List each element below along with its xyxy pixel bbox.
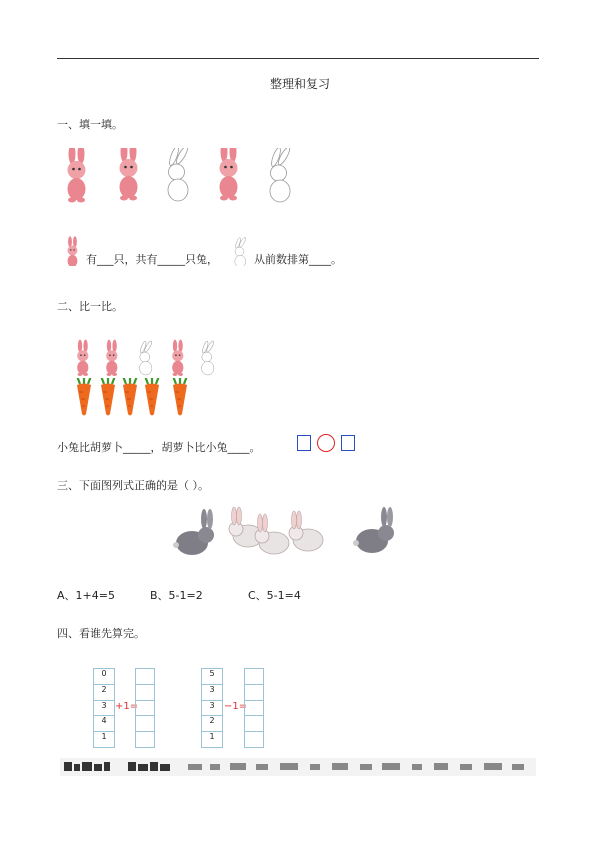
rabbit-icon [289,511,323,551]
section4-heading: 四、看谁先算完。 [57,627,145,640]
carrot-icon [77,378,91,416]
table-cell: 3 [94,700,114,716]
rabbit-icon [255,514,289,554]
table-cell: 2 [94,684,114,700]
section3-heading: 三、下面图列式正确的是（ ）。 [57,479,209,492]
option-b: B、5-1=2 [150,589,203,602]
answer-box[interactable] [341,435,355,451]
table-cell: 2 [202,715,222,731]
carrot-icon [145,378,159,416]
answer-column-2[interactable] [244,668,264,748]
section1-line-part2: 从前数排第____。 [254,253,342,266]
option-c: C、5-1=4 [248,589,301,602]
carrot-icon [101,378,115,416]
option-a: A、1+4=5 [57,589,115,602]
rabbit-icon [230,236,252,266]
answer-box[interactable] [297,435,311,451]
rabbit-icon [168,148,190,201]
input-column-2 [201,668,223,748]
section2-line: 小兔比胡萝卜_____，胡萝卜比小兔____。 [57,441,261,454]
table-cell: 1 [202,731,222,747]
table-cell: 4 [94,715,114,731]
page-title: 整理和复习 [270,77,331,91]
section2-heading: 二、比一比。 [57,300,123,313]
rabbit-icon [64,236,86,266]
table-cell: 5 [209,669,215,678]
small-rabbit-row [72,338,222,376]
carrot-icon [173,378,187,416]
answer-column-1[interactable] [135,668,155,748]
rabbit-row [62,148,302,210]
section1-heading: 一、填一填。 [57,118,123,131]
table-cell: 1 [94,731,114,747]
grey-rabbit-icon [353,507,394,553]
rabbit-icon [120,148,138,201]
operator-plus: +1= [115,701,139,712]
table-cell: 0 [101,669,107,678]
rabbit-icon [270,148,292,202]
answer-circle[interactable] [317,434,335,452]
carrot-icon [123,378,137,416]
table-cell: 3 [202,700,222,716]
grey-rabbit-icon [173,509,214,555]
grey-rabbit-image [172,503,404,563]
carrot-row [74,378,194,416]
operator-minus: −1= [224,701,248,712]
footer-scan-strip [60,752,536,778]
rabbit-icon [68,148,86,203]
input-column-1 [93,668,115,748]
table-cell: 3 [202,684,222,700]
top-rule [57,58,539,59]
rabbit-icon [220,148,238,201]
section1-line-part1: 有___只，共有_____只兔， [86,253,218,266]
